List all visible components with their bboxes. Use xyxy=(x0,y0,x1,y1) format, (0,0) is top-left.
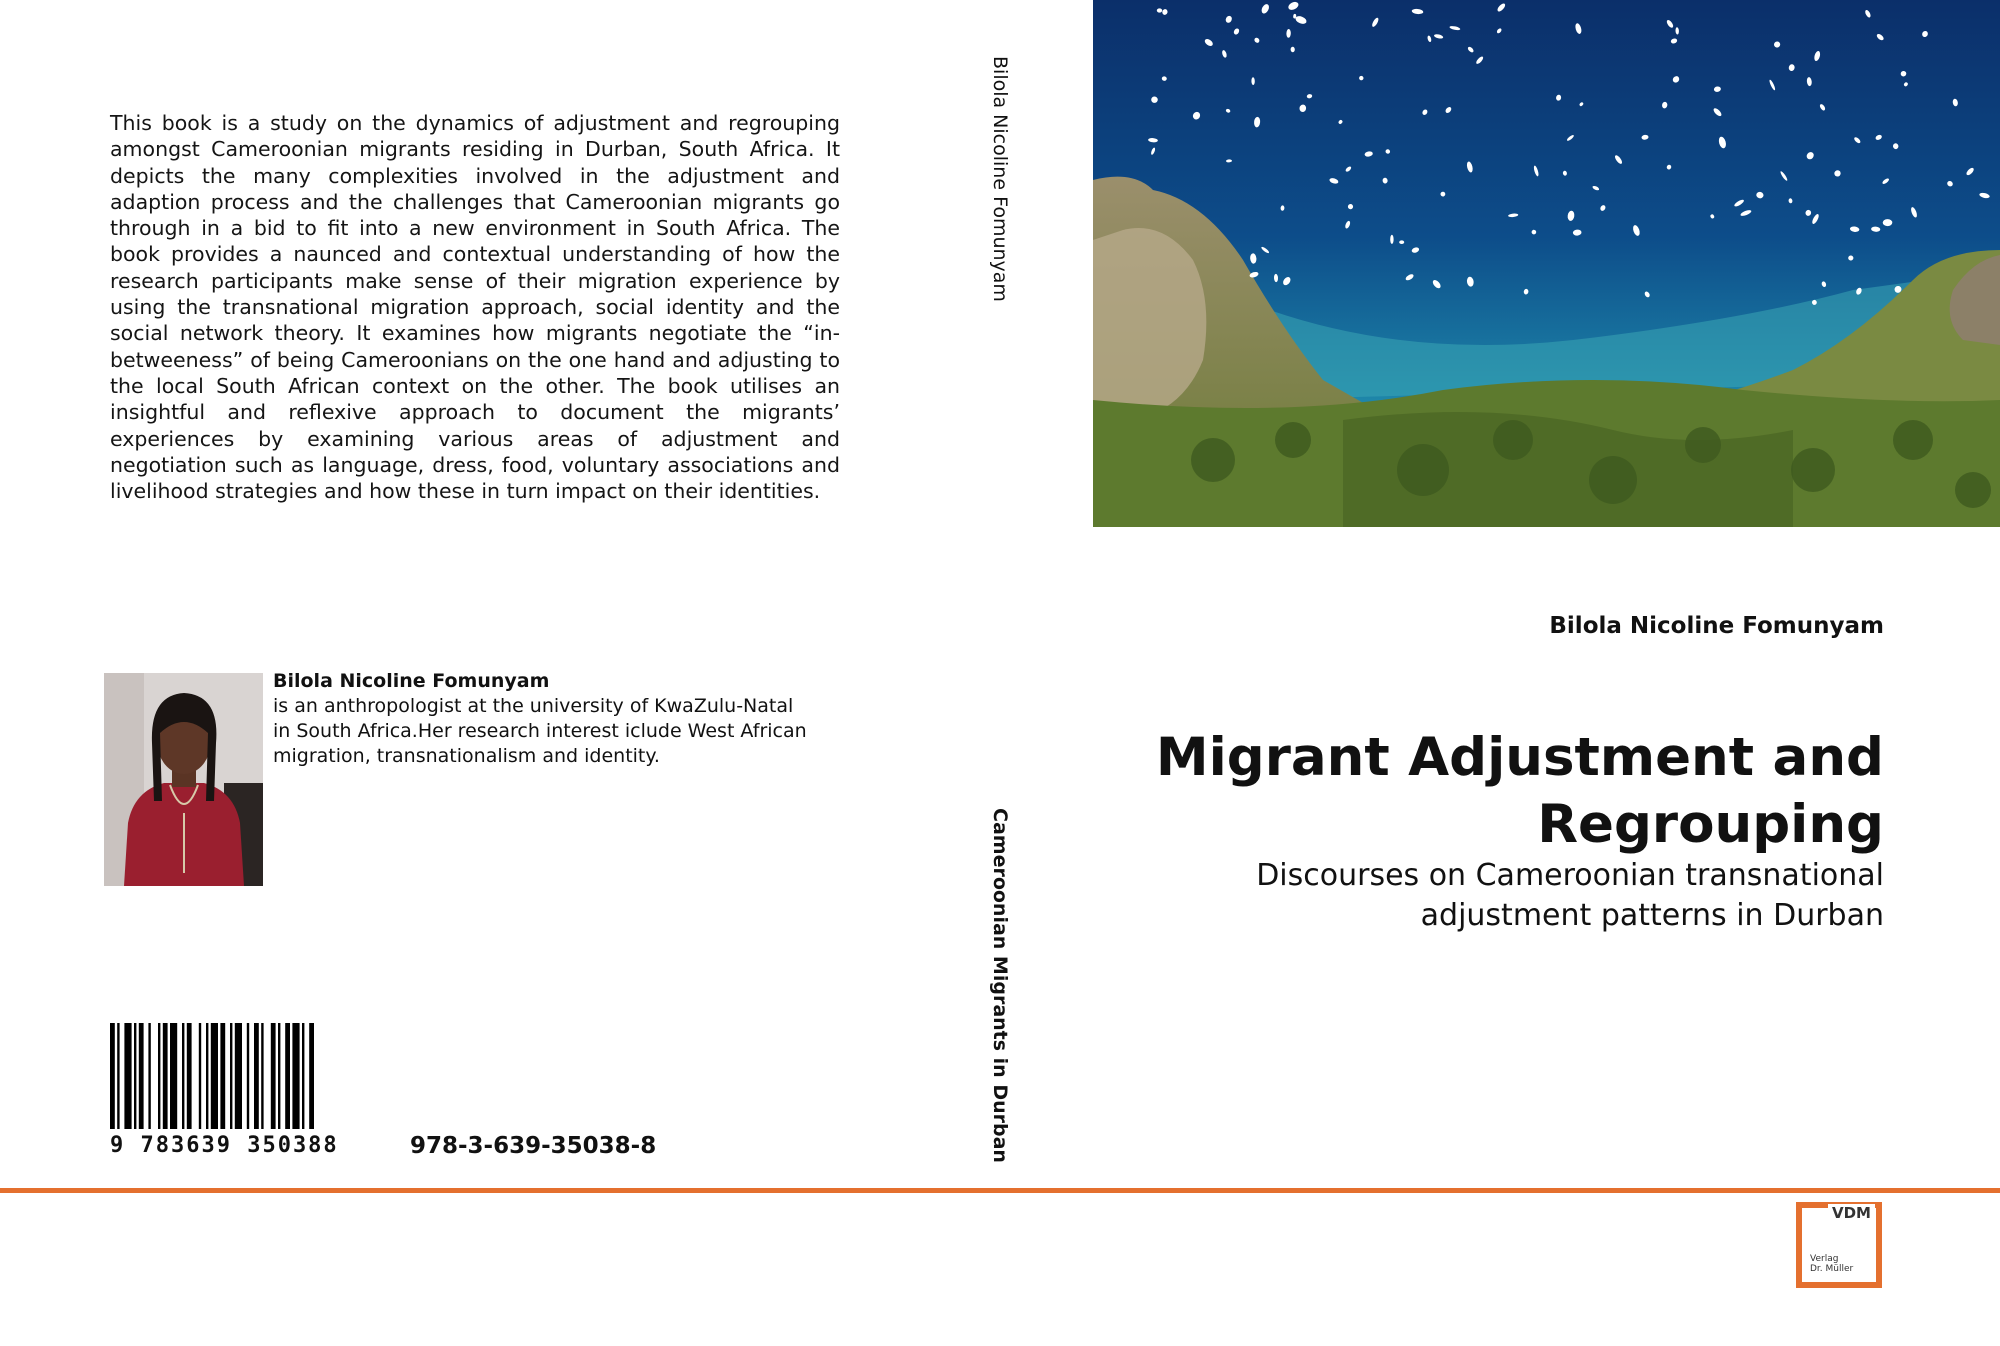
cover-photo xyxy=(1093,0,2000,527)
barcode-image xyxy=(110,1023,382,1129)
isbn-number: 978-3-639-35038-8 xyxy=(410,1133,657,1159)
front-title: Migrant Adjustment and Regrouping xyxy=(1155,727,1884,855)
publisher-logo-subtext xyxy=(1810,1254,1853,1274)
publisher-subtext-line-1: Verlag xyxy=(1810,1254,1839,1264)
aerial-coast-image xyxy=(1093,0,2000,527)
front-author: Bilola Nicoline Fomunyam xyxy=(1549,613,1884,639)
publisher-logo xyxy=(1796,1202,1888,1290)
bio-author-name: Bilola Nicoline Fomunyam xyxy=(273,670,550,692)
author-portrait-image xyxy=(104,673,263,886)
front-subtitle: Discourses on Cameroonian transnational adjustment patterns in Durban xyxy=(1256,858,1884,933)
publisher-logo-text: VDM xyxy=(1828,1204,1875,1222)
bottom-orange-rule xyxy=(0,1188,2000,1193)
author-bio xyxy=(273,669,813,769)
bio-text: is an anthropologist at the university of KwaZulu-Natal in South Africa.Her research interest iclude West African migration, transnationalism and identity. xyxy=(273,695,807,767)
back-cover-blurb: This book is a study on the dynamics of adjustment and regrouping amongst Cameroonian migrants residing in Durban, South Africa. It depicts the many complexities involved in the adjustment and adaption process and the challenges that Cameroonian migrants go through in a bid to fit into a new environment in South Africa. The book provides a naunced and contextual understanding of how the research participants make sense of their migration experience by using the transnational migration approach, social identity and the social network theory. It examines how migrants negotiate the “in- betweeness” of being Cameroonians on the one hand and adjusting to the local South African context on the other. The book utilises an insightful and reflexive approach to document the migrants’ experiences by examining various areas of adjustment and negotiation such as language, dress, food, voluntary associations and livelihood strategies and how these in turn impact on their identities. xyxy=(110,111,840,504)
publisher-subtext-line-2: Dr. Müller xyxy=(1810,1264,1854,1274)
barcode-digits: 9 783639 350388 xyxy=(110,1133,339,1158)
spine-title: Cameroonian Migrants in Durban xyxy=(989,808,1011,1163)
spine-author: Bilola Nicoline Fomunyam xyxy=(989,56,1011,302)
author-photo xyxy=(104,673,263,886)
